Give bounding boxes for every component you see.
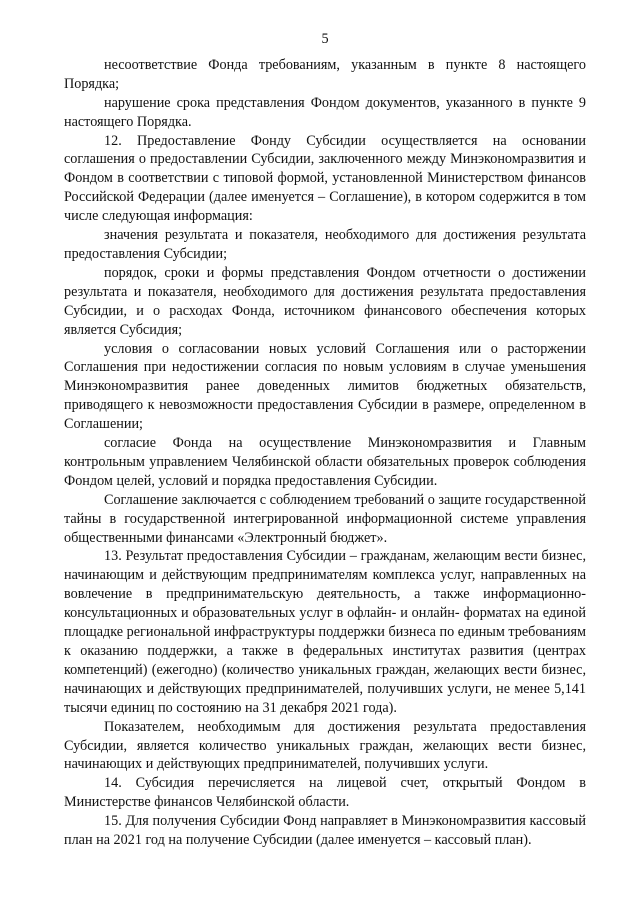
paragraph-14-transfer: 14. Субсидия перечисляется на лицевой счет, открытый Фондом в Министерстве финансов Челябинской области. — [64, 775, 586, 811]
document-page — [64, 30, 586, 850]
paragraph-indicator: Показателем, необходимым для достижения результата предоставления Субсидии, является количество уникальных граждан, желающих вести бизнес, начинающих и действующих предпринимателей, получивших услуги. — [64, 718, 586, 773]
paragraph-electronic-budget: Соглашение заключается с соблюдением требований о защите государственной тайны в государственной интегрированной информационной системе управления общественными финансами «Электронный бюджет». — [64, 491, 586, 546]
paragraph-result-values: значения результата и показателя, необходимого для достижения результата предоставления Субсидии; — [64, 227, 586, 262]
paragraph-reporting: порядок, сроки и формы представления Фондом отчетности о достижении результата и показателя, необходимого для достижения результата предоставления Субсидии, и о расходах Фонда, источником финансового обеспечения которых является Субсидия; — [64, 264, 586, 338]
paragraph-13-result: 13. Результат предоставления Субсидии – гражданам, желающим вести бизнес, начинающим и действующим предпринимателям комплекса услуг, направленных на вовлечение в предпринимательскую деятельность, а также информационно-консультационных и образовательных услуг в офлайн- и онлайн- форматах на единой площадке региональной инфраструктуры поддержки бизнеса по единым требованиям к оказанию поддержки, а также в федеральных институтах развития (центрах компетенций) (ежегодно) (количество уникальных граждан, желающих вести бизнес, начинающих и действующих предпринимателей, получивших услуги, не менее 5,141 тысячи единиц по состоянию на 31 декабря 2021 года). — [64, 548, 586, 716]
paragraph-new-conditions: условия о согласовании новых условий Соглашения или о расторжении Соглашения при недостижении согласия по новым условиям в случае уменьшения Минэкономразвития ранее доведенных лимитов бюджетных обязательств, приводящего к невозможности предоставления Субсидии в размере, определенном в Соглашении; — [64, 340, 586, 433]
paragraph-noncompliance: несоответствие Фонда требованиям, указанным в пункте 8 настоящего Порядка; — [64, 56, 586, 92]
paragraph-deadline-violation: нарушение срока представления Фондом документов, указанного в пункте 9 настоящего Порядка. — [64, 94, 586, 130]
page-number: 5 — [321, 31, 329, 47]
paragraph-audit-consent: согласие Фонда на осуществление Минэкономразвития и Главным контрольным управлением Челябинской области обязательных проверок соблюдения Фондом целей, условий и порядка предоставления Субсидии. — [64, 435, 586, 489]
paragraph-12-agreement: 12. Предоставление Фонду Субсидии осуществляется на основании соглашения о предоставлении Субсидии, заключенного между Минэкономразвития и Фондом в соответствии с типовой формой, установленной Министерством финансов Российской Федерации (далее именуется – Соглашение), в котором содержится в том числе следующая информация: — [64, 132, 586, 225]
paragraph-15-cash-plan: 15. Для получения Субсидии Фонд направляет в Минэкономразвития кассовый план на 2021 год на получение Субсидии (далее именуется – кассовый план). — [64, 813, 586, 849]
